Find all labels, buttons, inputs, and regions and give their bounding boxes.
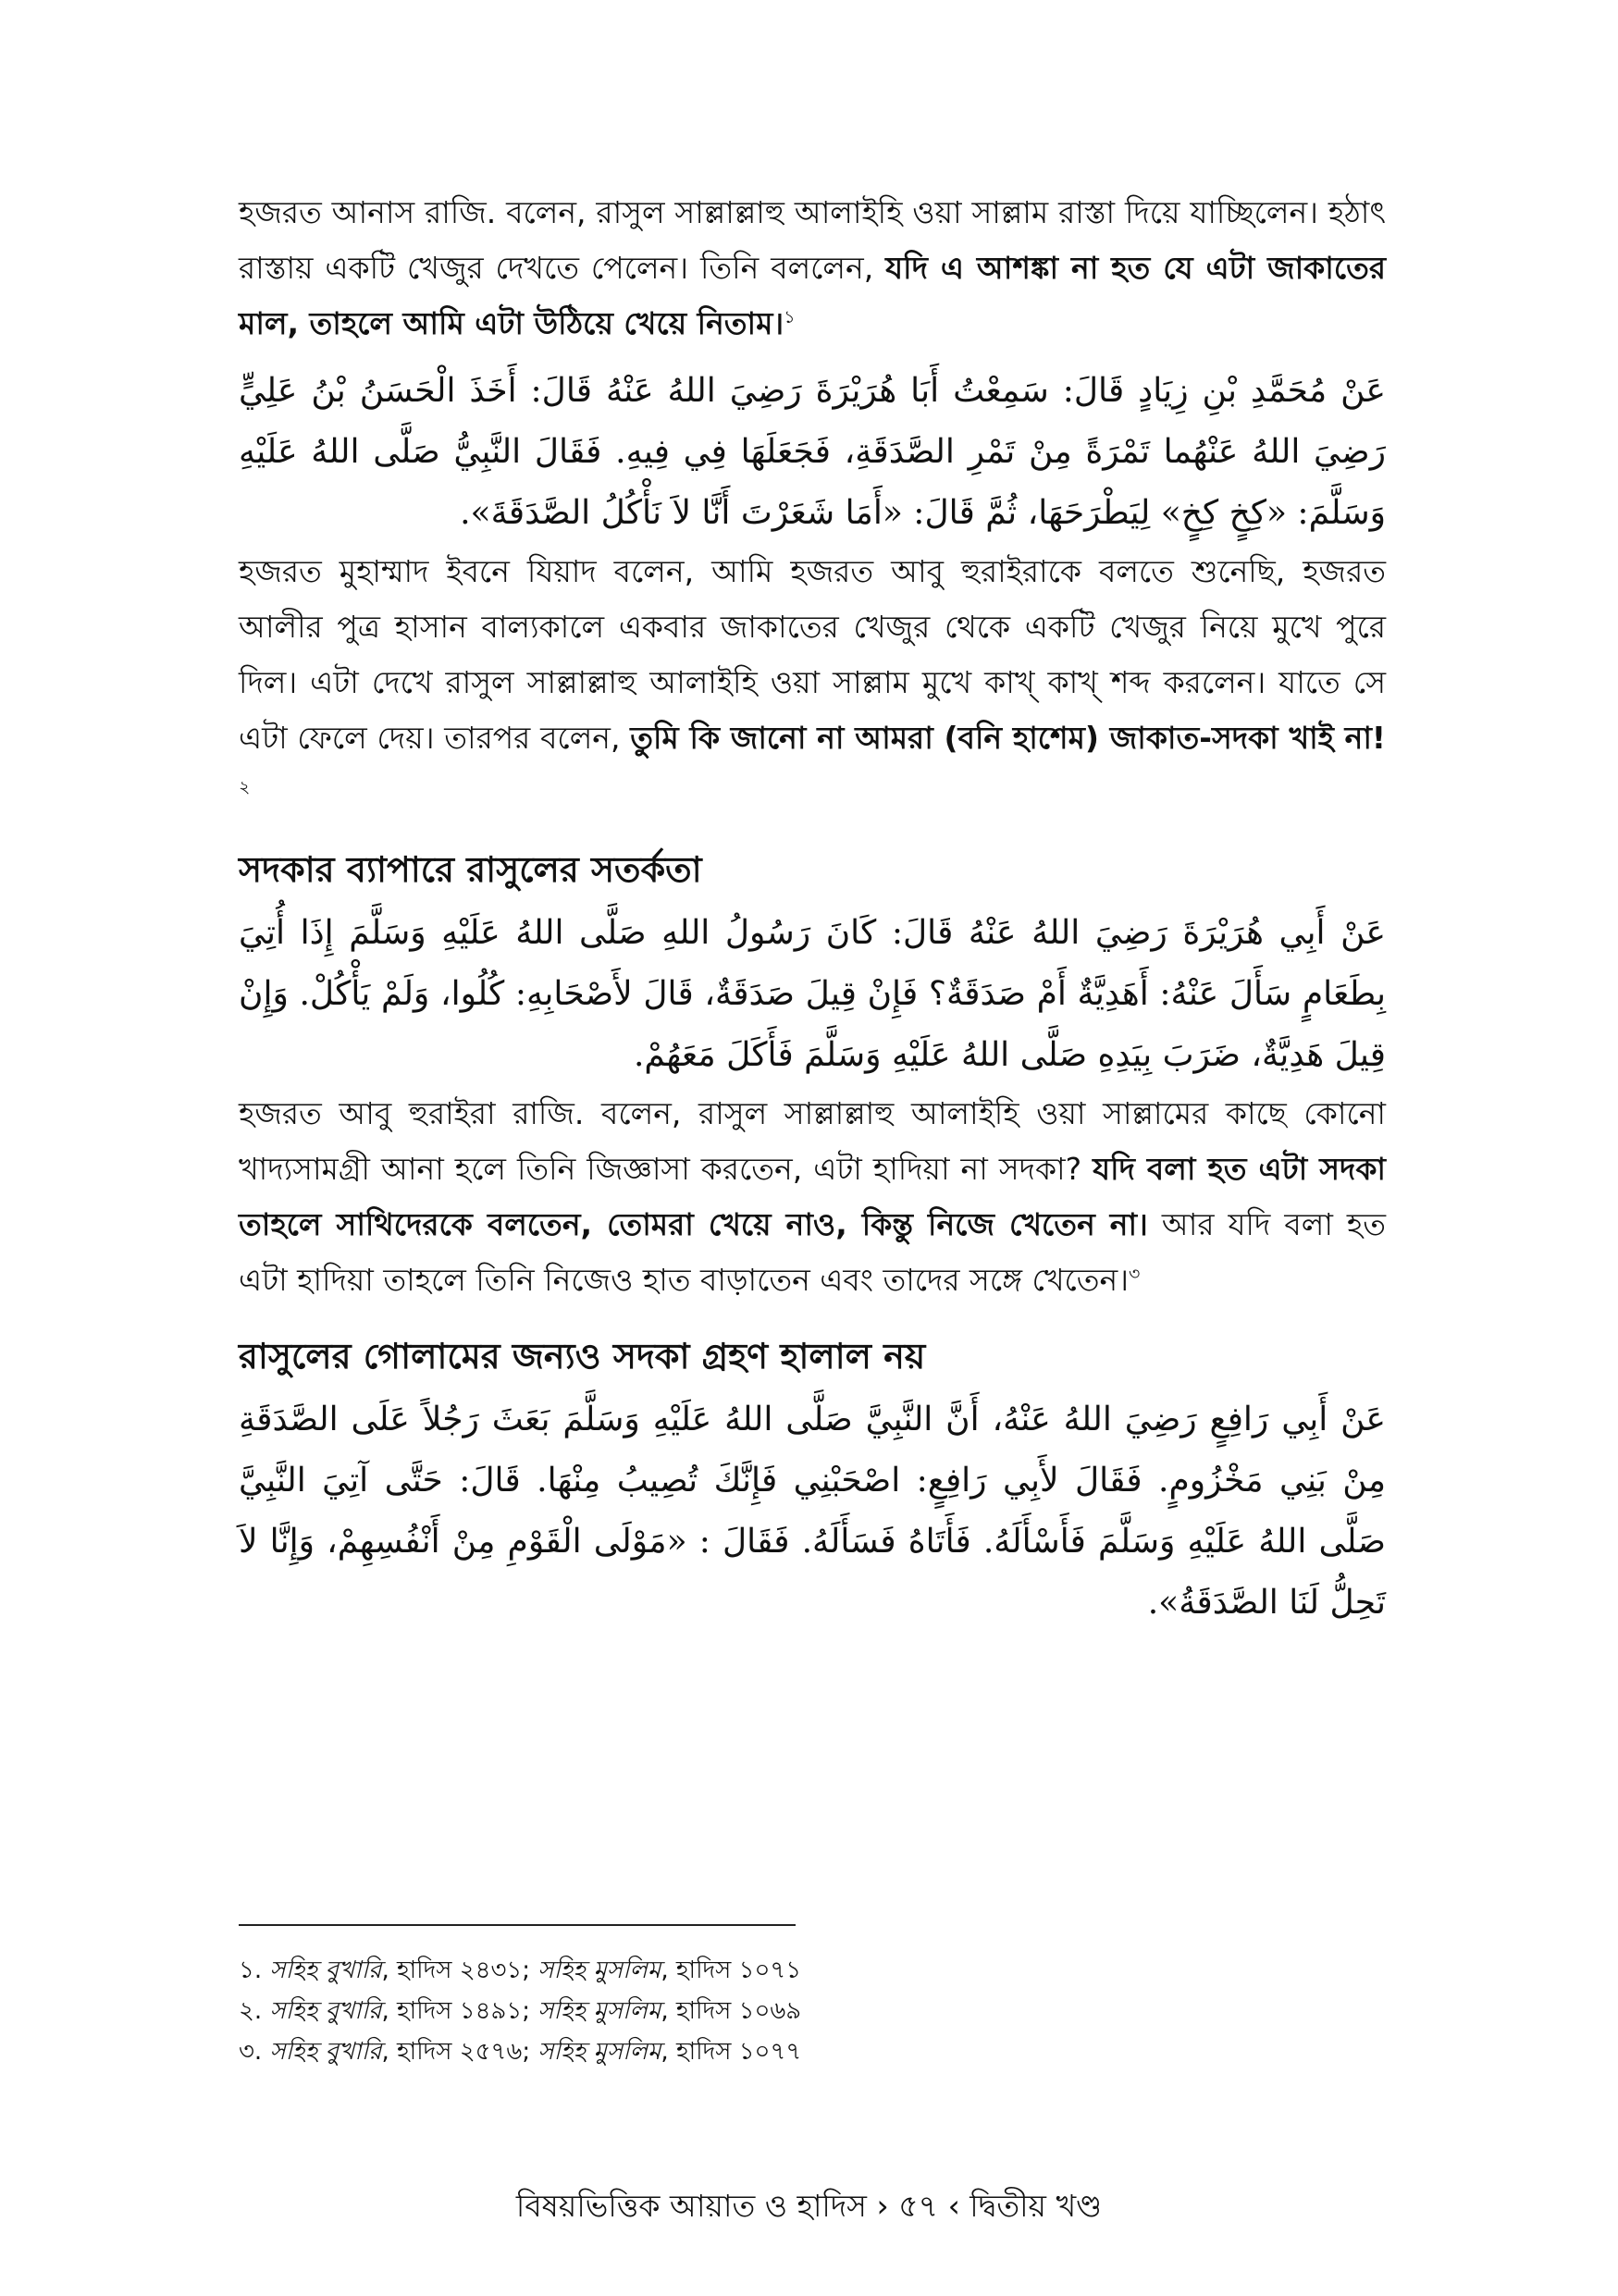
- footnote-source: সহিহ মুসলিম: [537, 1957, 661, 1984]
- page-footer: [0, 2183, 1618, 2229]
- footnote-item: [239, 1991, 1386, 2031]
- translation-text: হজরত আনাস রাজি. বলেন, রাসুল সাল্লাল্লাহু আলাইহি ওয়া সাল্লাম রাস্তা দিয়ে যাচ্ছিলেন। হঠাৎ রাস্তায় একটি খেজুর দেখতে পেলেন। তিনি বললেন,: [239, 194, 1386, 286]
- translation-text: হজরত আবু হুরাইরা রাজি. বলেন, রাসুল সাল্লাল্লাহু আলাইহি ওয়া সাল্লামের কাছে কোনো খাদ্যসামগ্রী আনা হলে তিনি জিজ্ঞাসা করতেন, এটা হাদিয়া না সদকা?: [239, 1095, 1386, 1187]
- section-heading-1: সদকার ব্যাপারে রাসুলের সতর্কতা: [239, 849, 702, 890]
- book-title: বিষয়ভিত্তিক আয়াত ও হাদিস: [515, 2188, 867, 2224]
- separator-icon: ‹: [947, 2188, 960, 2224]
- translation-emphasis: তুমি কি জানো না আমরা (বনি হাশেম) জাকাত-সদকা খাই না!: [630, 720, 1386, 756]
- footnotes: [239, 1950, 1386, 2072]
- footnote-ref: , হাদিস ২৪৩১;: [381, 1957, 538, 1984]
- section-heading-2: রাসুলের গোলামের জন্যও সদকা গ্রহণ হালাল নয়: [239, 1336, 926, 1376]
- translation-text-tail: আর যদি বলা হত এটা হাদিয়া তাহলে তিনি নিজেও হাত বাড়াতেন এবং তাদের সঙ্গে খেতেন।: [239, 1206, 1387, 1298]
- footnote-ref-3[interactable]: ৩: [1129, 1264, 1141, 1284]
- footnote-ref: , হাদিস ১০৬৯: [661, 1997, 802, 2025]
- footnote-source: সহিহ বুখারি: [269, 1997, 382, 2025]
- footnote-ref: , হাদিস ১৪৯১;: [381, 1997, 538, 2025]
- translation-emphasis: যদি এ আশঙ্কা না হত যে এটা জাকাতের মাল, তাহলে আমি এটা উঠিয়ে খেয়ে নিতাম।: [239, 250, 1387, 341]
- volume-label: দ্বিতীয় খণ্ড: [970, 2188, 1103, 2224]
- hadith-translation-2: [239, 544, 1386, 821]
- footnote-source: সহিহ বুখারি: [269, 2038, 382, 2066]
- hadith-translation-3: [239, 1086, 1386, 1308]
- footnote-source: সহিহ মুসলিম: [537, 1997, 661, 2025]
- footnote-item: [239, 1950, 1386, 1991]
- page-number: ৫৭: [898, 2188, 939, 2224]
- footnote-ref-1[interactable]: ১: [784, 307, 796, 327]
- page-body: [239, 185, 1386, 1634]
- translation-text: হজরত মুহাম্মাদ ইবনে যিয়াদ বলেন, আমি হজরত আবু হুরাইরাকে বলতে শুনেছি, হজরত আলীর পুত্র হাসান বাল্যকালে একবার জাকাতের খেজুর থেকে একটি খেজুর নিয়ে মুখে পুরে দিল। এটা দেখে রাসুল সাল্লাল্লাহু আলাইহি ওয়া সাল্লাম মুখে কাখ্ কাখ্ শব্দ করলেন। যাতে সে এটা ফেলে দেয়। তারপর বলেন,: [239, 553, 1386, 756]
- arabic-hadith-3: عَنْ أَبِي رَافِعٍ رَضِيَ اللهُ عَنْهُ، أَنَّ النَّبِيَّ صَلَّى اللهُ عَلَيْهِ وَسَلَّمَ بَعَثَ رَجُلاً عَلَى الصَّدَقَةِ مِنْ بَنِي مَخْزُومٍ. فَقَالَ لأَبِي رَافِعٍ: اصْحَبْنِي فَإِنَّكَ تُصِيبُ مِنْهَا. قَالَ: حَتَّى آتِيَ النَّبِيَّ صَلَّى اللهُ عَلَيْهِ وَسَلَّمَ فَأَسْأَلَهُ. فَأَتَاهُ فَسَأَلَهُ. فَقَالَ : «مَوْلَى الْقَوْمِ مِنْ أَنْفُسِهِمْ، وَإِنَّا لاَ تَحِلُّ لَنَا الصَّدَقَةُ».: [239, 1401, 1386, 1622]
- footnote-divider: [239, 1924, 796, 1926]
- footnote-number: ১.: [239, 1957, 263, 1984]
- footnote-ref: , হাদিস ১০৭৭: [661, 2038, 802, 2066]
- footnote-ref: , হাদিস ২৫৭৬;: [381, 2038, 538, 2066]
- footnote-ref-2[interactable]: ২: [239, 777, 251, 797]
- footnote-source: সহিহ মুসলিম: [537, 2038, 661, 2066]
- footnote-item: [239, 2031, 1386, 2072]
- footnote-ref: , হাদিস ১০৭১: [661, 1957, 802, 1984]
- footnote-number: ৩.: [239, 2038, 263, 2066]
- footnote-source: সহিহ বুখারি: [269, 1957, 382, 1984]
- footnote-number: ২.: [239, 1997, 263, 2025]
- arabic-hadith-2: عَنْ أَبِي هُرَيْرَةَ رَضِيَ اللهُ عَنْهُ قَالَ: كَانَ رَسُولُ اللهِ صَلَّى اللهُ عَلَيْهِ وَسَلَّمَ إِذَا أُتِيَ بِطَعَامٍ سَأَلَ عَنْهُ: أَهَدِيَّةٌ أَمْ صَدَقَةٌ؟ فَإِنْ قِيلَ صَدَقَةٌ، قَالَ لأَصْحَابِهِ: كُلُوا، وَلَمْ يَأْكُلْ. وَإِنْ قِيلَ هَدِيَّةٌ، ضَرَبَ بِيَدِهِ صَلَّى اللهُ عَلَيْهِ وَسَلَّمَ فَأَكَلَ مَعَهُمْ.: [239, 914, 1386, 1074]
- arabic-hadith-1: عَنْ مُحَمَّدِ بْنِ زِيَادٍ قَالَ: سَمِعْتُ أَبَا هُرَيْرَةَ رَضِيَ اللهُ عَنْهُ قَالَ: أَخَذَ الْحَسَنُ بْنُ عَلِيٍّ رَضِيَ اللهُ عَنْهُما تَمْرَةً مِنْ تَمْرِ الصَّدَقَةِ، فَجَعَلَهَا فِي فِيهِ. فَقَالَ النَّبِيُّ صَلَّى اللهُ عَلَيْهِ وَسَلَّمَ: «كِخٍ كِخٍ» لِيَطْرَحَهَا، ثُمَّ قَالَ: «أَمَا شَعَرْتَ أَنَّا لاَ نَأْكُلُ الصَّدَقَةَ».: [239, 372, 1387, 532]
- separator-icon: ›: [876, 2188, 889, 2224]
- translation-emphasis: যদি বলা হত এটা সদকা তাহলে সাথিদেরকে বলতেন, তোমরা খেয়ে নাও, কিন্তু নিজে খেতেন না।: [239, 1151, 1386, 1242]
- hadith-translation-1: [239, 185, 1386, 352]
